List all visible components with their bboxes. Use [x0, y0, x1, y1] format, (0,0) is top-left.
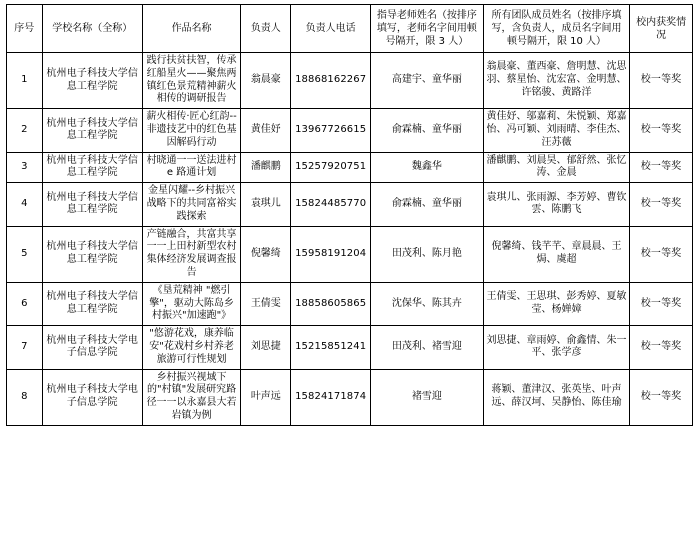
- row-work: 薪火相传·匠心红韵--非遗技艺中的红色基因解码行动: [142, 109, 240, 152]
- row-school: 杭州电子科技大学电子信息学院: [42, 369, 142, 425]
- row-team: 倪馨绮、钱芊芊、章晨晨、王焗、虞超: [483, 226, 629, 282]
- row-leader: 黄佳妤: [241, 109, 291, 152]
- row-phone: 18858605865: [291, 282, 370, 325]
- row-leader: 刘思捷: [241, 326, 291, 369]
- row-index: 4: [7, 183, 43, 226]
- row-team: 刘思捷、章雨婷、俞鑫情、朱一平、张学彦: [483, 326, 629, 369]
- row-index: 3: [7, 152, 43, 183]
- row-phone: 15215851241: [291, 326, 370, 369]
- row-index: 5: [7, 226, 43, 282]
- row-teachers: 褚雪迎: [370, 369, 483, 425]
- table-row: [7, 282, 693, 325]
- row-phone: 13967726615: [291, 109, 370, 152]
- row-phone: 15958191204: [291, 226, 370, 282]
- row-award: 校一等奖: [630, 109, 693, 152]
- row-work: 金星闪耀--乡村振兴战略下的共同富裕实践探索: [142, 183, 240, 226]
- column-header-teachers: 指导老师姓名（按排序填写，老师名字间用顿号隔开，限 3 人）: [370, 5, 483, 53]
- column-header-index: 序号: [7, 5, 43, 53]
- row-work: 村晓通一一送法进村e 路通计划: [142, 152, 240, 183]
- row-phone: 15824485770: [291, 183, 370, 226]
- row-index: 8: [7, 369, 43, 425]
- row-index: 1: [7, 53, 43, 109]
- row-teachers: 魏鑫华: [370, 152, 483, 183]
- row-award: 校一等奖: [630, 152, 693, 183]
- row-school: 杭州电子科技大学信息工程学院: [42, 53, 142, 109]
- row-award: 校一等奖: [630, 326, 693, 369]
- row-leader: 倪馨绮: [241, 226, 291, 282]
- table-row: [7, 183, 693, 226]
- table-row: [7, 152, 693, 183]
- row-phone: 15257920751: [291, 152, 370, 183]
- row-leader: 潘麒鹏: [241, 152, 291, 183]
- row-teachers: 俞霖楠、童华丽: [370, 183, 483, 226]
- row-award: 校一等奖: [630, 183, 693, 226]
- row-team: 黄佳妤、邬嘉莉、朱悦颖、郑嘉怡、冯可颖、刘雨晴、李佳杰、汪苏薇: [483, 109, 629, 152]
- column-header-phone: 负责人电话: [291, 5, 370, 53]
- row-team: 蒋颖、董津汉、张英坒、叶声远、薛汉坷、吴静怡、陈佳瑜: [483, 369, 629, 425]
- row-index: 6: [7, 282, 43, 325]
- row-index: 7: [7, 326, 43, 369]
- row-school: 杭州电子科技大学信息工程学院: [42, 109, 142, 152]
- table-row: [7, 369, 693, 425]
- table-row: [7, 326, 693, 369]
- row-phone: 15824171874: [291, 369, 370, 425]
- table-row: [7, 53, 693, 109]
- column-header-leader: 负责人: [241, 5, 291, 53]
- row-index: 2: [7, 109, 43, 152]
- project-list-table: [6, 4, 693, 426]
- row-team: 潘麒鹏、刘晨昊、郁舒然、张忆涛、金晨: [483, 152, 629, 183]
- row-team: 翁晨豪、董西豪、詹明慧、沈思羽、蔡星怡、沈宏富、金明慧、许铭骏、黄路洋: [483, 53, 629, 109]
- row-school: 杭州电子科技大学信息工程学院: [42, 226, 142, 282]
- row-work: 践行扶贫扶智，传承红船星火——聚焦两镇红色景荒精神薪火相传的调研报告: [142, 53, 240, 109]
- column-header-work: 作品名称: [142, 5, 240, 53]
- row-award: 校一等奖: [630, 369, 693, 425]
- row-school: 杭州电子科技大学信息工程学院: [42, 152, 142, 183]
- table-row: [7, 226, 693, 282]
- row-teachers: 田茂利、褚雪迎: [370, 326, 483, 369]
- row-teachers: 沈保华、陈其卉: [370, 282, 483, 325]
- row-team: 王倩雯、王思琪、彭秀婷、夏敏莹、杨婵嫜: [483, 282, 629, 325]
- column-header-award: 校内获奖情况: [630, 5, 693, 53]
- column-header-school: 学校名称（全称）: [42, 5, 142, 53]
- row-award: 校一等奖: [630, 53, 693, 109]
- row-teachers: 高建宇、童华丽: [370, 53, 483, 109]
- row-leader: 袁琪儿: [241, 183, 291, 226]
- row-work: 产链融合，共富共享一一上田村新型农村集体经济发展调查报告: [142, 226, 240, 282]
- row-award: 校一等奖: [630, 282, 693, 325]
- row-work: 乡村振兴视域下的"村镇"发展研究路径一一以永嘉县大若岩镇为例: [142, 369, 240, 425]
- row-school: 杭州电子科技大学信息工程学院: [42, 183, 142, 226]
- table-body: [7, 53, 693, 426]
- row-teachers: 田茂利、陈月艳: [370, 226, 483, 282]
- row-award: 校一等奖: [630, 226, 693, 282]
- row-work: "悠游花戏，康养临安"花戏村乡村养老旅游可行性规划: [142, 326, 240, 369]
- table-header-row: [7, 5, 693, 53]
- row-leader: 叶声远: [241, 369, 291, 425]
- table-row: [7, 109, 693, 152]
- row-work: 《垦荒精神 "燃引擎"，驱动大陈岛乡村振兴"加速跑"》: [142, 282, 240, 325]
- row-phone: 18868162267: [291, 53, 370, 109]
- row-school: 杭州电子科技大学电子信息学院: [42, 326, 142, 369]
- row-school: 杭州电子科技大学信息工程学院: [42, 282, 142, 325]
- column-header-team: 所有团队成员姓名（按排序填写，含负责人，成员名字间用顿号隔开，限 10 人）: [483, 5, 629, 53]
- row-leader: 翁晨豪: [241, 53, 291, 109]
- row-leader: 王倩雯: [241, 282, 291, 325]
- row-team: 袁琪儿、张雨源、李芳婷、曹钦雲、陈鹏飞: [483, 183, 629, 226]
- row-teachers: 俞霖楠、童华丽: [370, 109, 483, 152]
